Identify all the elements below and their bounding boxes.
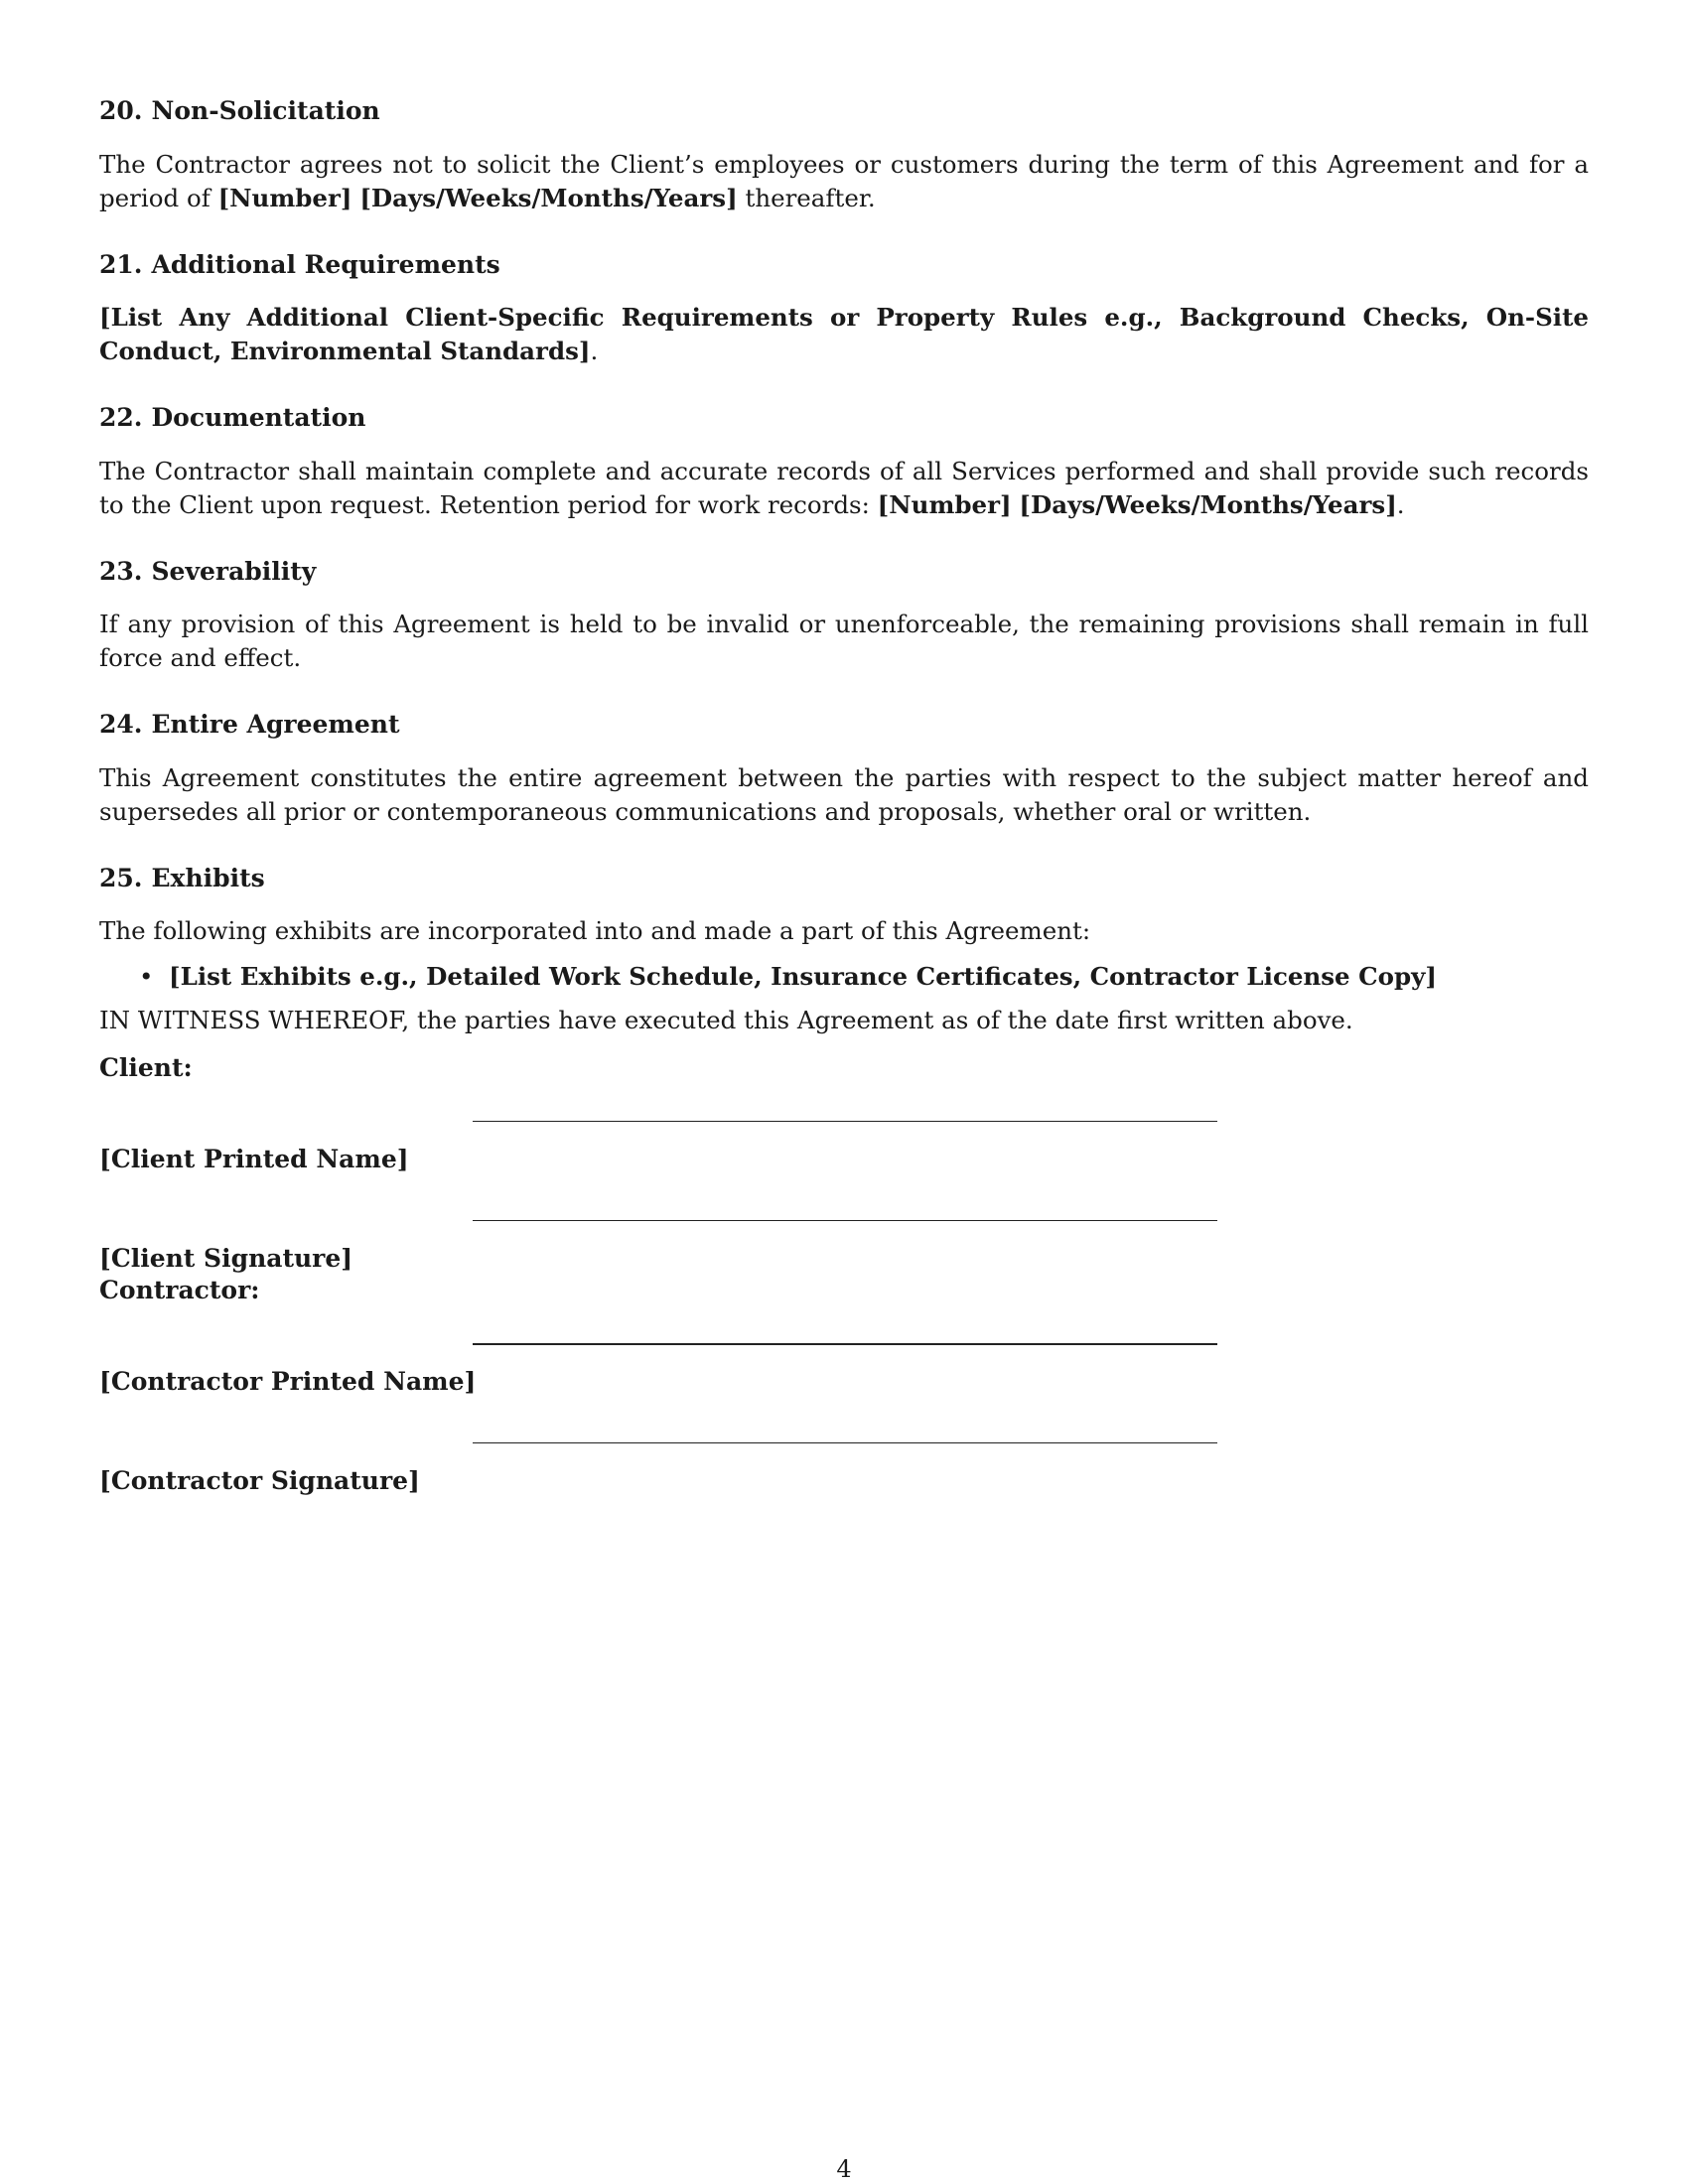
section-body <box>99 148 1589 215</box>
section-body <box>99 301 1589 368</box>
section-heading <box>99 556 1589 589</box>
section-body: If any provision of this Agreement is held to be invalid or unenforceable, the remaining provisions shall remain in full force and effect. <box>99 610 1589 672</box>
bullet: • <box>139 962 154 991</box>
section-heading <box>99 95 1589 128</box>
section-exhibits <box>99 863 1589 995</box>
client-signature: [Client Signature] <box>99 1244 353 1273</box>
body-text: The Contractor agrees not to solicit the Client’s employees or customers during the term of this Agreement and for a period of <box>99 149 1589 212</box>
section-additional-requirements <box>99 249 1589 369</box>
section-title: Entire Agreement <box>151 710 400 739</box>
list-item <box>99 960 1589 994</box>
section-title: Exhibits <box>151 863 265 892</box>
section-severability <box>99 556 1589 676</box>
page-number: 4 <box>836 2155 852 2183</box>
section-documentation <box>99 402 1589 522</box>
section-title: Additional Requirements <box>151 249 500 279</box>
section-heading <box>99 863 1589 895</box>
signature-line[interactable] <box>473 1343 1217 1345</box>
section-body: This Agreement constitutes the entire agreement between the parties with respect to the subject matter hereof and supersedes all prior or contemporaneous communications and proposals, whether oral or written. <box>99 762 1589 826</box>
placeholder-period: [Days/Weeks/Months/Years] <box>1019 489 1397 519</box>
client-printed-name: [Client Printed Name] <box>99 1145 409 1173</box>
body-text-end: . <box>1396 489 1405 519</box>
contractor-printed-name: [Contractor Printed Name] <box>99 1367 477 1396</box>
placeholder-requirements: [List Any Additional Client-Specific Requirements or Property Rules e.g., Background Checks, On-Site Conduct, Environmental Standards] <box>99 303 1589 365</box>
section-body <box>99 455 1589 522</box>
section-body: The following exhibits are incorporated into and made a part of this Agreement: <box>99 916 1091 945</box>
contractor-signature-block <box>99 1393 1589 1495</box>
witness-statement: IN WITNESS WHEREOF, the parties have executed this Agreement as of the date first written above. <box>99 1006 1353 1034</box>
section-heading <box>99 402 1589 435</box>
client-printed-name-block <box>99 1071 1589 1173</box>
signature-line[interactable] <box>473 1121 1217 1122</box>
section-heading <box>99 249 1589 282</box>
section-title: Severability <box>151 556 317 586</box>
section-number: 22. <box>99 403 143 432</box>
document-page <box>99 95 1589 1495</box>
section-number: 21. <box>99 249 143 279</box>
section-heading <box>99 709 1589 742</box>
section-title: Non-Solicitation <box>151 96 380 125</box>
section-number: 20. <box>99 96 143 125</box>
signature-line[interactable] <box>473 1442 1217 1443</box>
placeholder-number: [Number] <box>217 183 352 212</box>
contractor-printed-name-block <box>99 1294 1589 1396</box>
section-number: 23. <box>99 556 143 586</box>
section-non-solicitation <box>99 95 1589 215</box>
body-text: The Contractor shall maintain complete and accurate records of all Services performed and shall provide such records to the Client upon request. Retention period for work records: <box>99 456 1589 519</box>
contractor-signature: [Contractor Signature] <box>99 1466 420 1495</box>
exhibit-list <box>99 960 1589 994</box>
client-signature-block <box>99 1170 1589 1273</box>
body-text-end: . <box>590 337 599 365</box>
body-text-end: thereafter. <box>737 183 876 212</box>
section-entire-agreement <box>99 709 1589 829</box>
signature-line[interactable] <box>473 1220 1217 1221</box>
placeholder-period: [Days/Weeks/Months/Years] <box>359 183 738 212</box>
contractor-label: Contractor: <box>99 1276 260 1304</box>
section-number: 24. <box>99 710 143 739</box>
section-title: Documentation <box>151 403 366 432</box>
placeholder-number: [Number] <box>877 489 1012 519</box>
client-label: Client: <box>99 1053 193 1082</box>
section-number: 25. <box>99 863 143 892</box>
placeholder-exhibits: [List Exhibits e.g., Detailed Work Schedule, Insurance Certificates, Contractor License Copy] <box>169 962 1437 991</box>
